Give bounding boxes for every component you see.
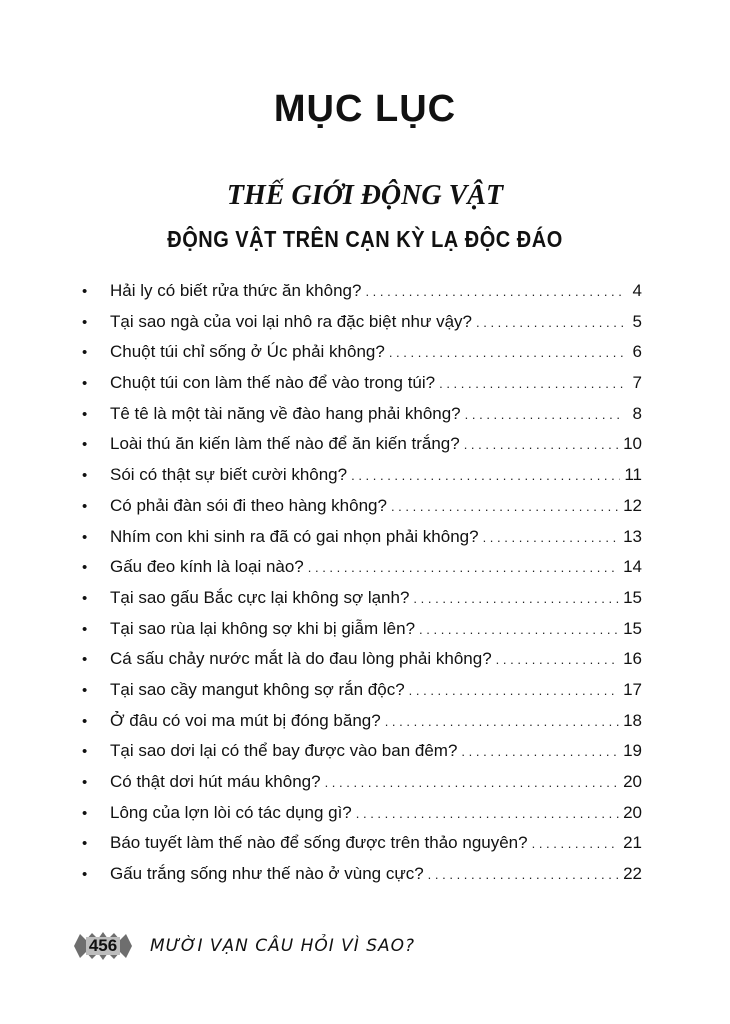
bullet-icon: •: [82, 497, 88, 515]
toc-entry[interactable]: [82, 736, 642, 767]
dot-leader: [483, 523, 620, 554]
dot-leader: [365, 277, 624, 308]
toc-entry-page: 19: [623, 741, 642, 761]
toc-entry[interactable]: [82, 368, 642, 399]
bullet-icon: •: [82, 467, 88, 485]
toc-entry-page: 15: [623, 618, 642, 638]
toc-entry[interactable]: [82, 307, 642, 338]
toc-entry[interactable]: [82, 614, 642, 645]
dot-leader: [389, 338, 624, 369]
toc-entry-title: Báo tuyết làm thế nào để sống được trên thảo nguyên?: [110, 833, 528, 853]
bullet-icon: •: [82, 375, 88, 393]
dot-leader: [413, 584, 619, 615]
toc-entry-page: 7: [632, 373, 642, 393]
toc-entry[interactable]: [82, 644, 642, 675]
page-title: MỤC LỤC: [273, 88, 457, 130]
bullet-icon: •: [82, 283, 88, 300]
toc-entry[interactable]: [82, 828, 642, 859]
dot-leader: [496, 645, 619, 676]
dot-leader: [439, 369, 624, 400]
toc-entry-page: 11: [624, 465, 642, 485]
toc-entry-page: 17: [623, 679, 642, 699]
toc-entry[interactable]: [82, 460, 642, 491]
toc-entry-page: 15: [623, 587, 642, 607]
toc-entry[interactable]: [82, 859, 642, 890]
toc-entry-title: Tê tê là một tài năng về đào hang phải không?: [110, 403, 461, 423]
toc-entry-title: Tại sao rùa lại không sợ khi bị giẫm lên?: [110, 618, 416, 638]
toc-entry-title: Lông của lợn lòi có tác dụng gì?: [110, 802, 352, 822]
bullet-icon: •: [82, 774, 88, 791]
toc-entry-page: 21: [623, 833, 642, 853]
page-number-badge: [72, 930, 134, 962]
dot-leader: [308, 553, 619, 584]
dot-leader: [465, 400, 624, 431]
toc-entry[interactable]: [82, 399, 642, 430]
toc-entry-title: Nhím con khi sinh ra đã có gai nhọn phải không?: [110, 526, 479, 546]
toc-entry-page: 18: [623, 710, 642, 730]
toc-entry-page: 22: [623, 864, 642, 884]
toc-entry-page: 12: [623, 495, 642, 515]
chapter-title: THẾ GIỚI ĐỘNG VẬT: [226, 180, 504, 211]
toc-entry-page: 14: [623, 557, 642, 577]
toc-entry-title: Loài thú ăn kiến làm thế nào để ăn kiến trắng?: [110, 434, 460, 454]
toc-entry[interactable]: [82, 337, 642, 368]
toc-entry-title: Tại sao dơi lại có thể bay được vào ban đêm?: [110, 741, 458, 761]
toc-entry[interactable]: [82, 706, 642, 737]
toc-entry-title: Gấu đeo kính là loại nào?: [110, 557, 304, 577]
toc-entry-title: Chuột túi chỉ sống ở Úc phải không?: [110, 342, 385, 362]
toc-entry[interactable]: [82, 767, 642, 798]
toc-entry[interactable]: [82, 552, 642, 583]
section-title: ĐỘNG VẬT TRÊN CẠN KỲ LẠ ĐỘC ĐÁO: [167, 227, 563, 253]
toc-entry-title: Có thật dơi hút máu không?: [110, 772, 321, 791]
dot-leader: [419, 615, 619, 646]
toc-entry-page: 5: [632, 311, 642, 331]
toc-entry-title: Chuột túi con làm thế nào để vào trong túi?: [110, 373, 436, 393]
dot-leader: [385, 707, 619, 738]
page-number: 456: [88, 936, 118, 955]
toc-entry[interactable]: [82, 583, 642, 614]
toc-entry-title: Có phải đàn sói đi theo hàng không?: [110, 495, 387, 515]
toc-entry-page: 20: [623, 772, 642, 791]
toc-entry[interactable]: [82, 491, 642, 522]
toc-entry-page: 20: [623, 802, 642, 822]
bullet-icon: •: [82, 589, 88, 607]
bullet-icon: •: [82, 712, 88, 730]
bullet-icon: •: [82, 313, 88, 331]
toc-entry-title: Tại sao ngà của voi lại nhô ra đặc biệt như vậy?: [110, 311, 472, 331]
table-of-contents: [82, 276, 642, 890]
bullet-icon: •: [82, 405, 88, 423]
toc-entry-title: Cá sấu chảy nước mắt là do đau lòng phải không?: [110, 649, 492, 669]
toc-entry-title: Gấu trắng sống như thế nào ở vùng cực?: [110, 864, 424, 884]
bullet-icon: •: [82, 651, 88, 669]
page-footer: [72, 926, 415, 966]
dot-leader: [325, 768, 620, 799]
dot-leader: [428, 860, 619, 891]
toc-entry-page: 13: [623, 526, 642, 546]
toc-entry-title: Tại sao cầy mangut không sợ rắn độc?: [110, 679, 405, 699]
toc-entry-title: Sói có thật sự biết cười không?: [110, 465, 348, 485]
toc-entry[interactable]: [82, 798, 642, 829]
bullet-icon: •: [82, 835, 88, 853]
toc-entry-page: 6: [632, 342, 642, 362]
dot-leader: [351, 461, 620, 492]
bullet-icon: •: [82, 344, 88, 362]
toc-entry[interactable]: [82, 276, 642, 307]
toc-entry[interactable]: [82, 522, 642, 553]
toc-entry-title: Ở đâu có voi ma mút bị đóng băng?: [110, 710, 381, 730]
toc-entry-page: 4: [632, 281, 642, 300]
toc-entry-page: 8: [632, 403, 642, 423]
bullet-icon: •: [82, 436, 88, 454]
bullet-icon: •: [82, 743, 88, 761]
bullet-icon: •: [82, 804, 88, 822]
bullet-icon: •: [82, 528, 88, 546]
dot-leader: [461, 737, 619, 768]
bullet-icon: •: [82, 620, 88, 638]
toc-entry-title: Tại sao gấu Bắc cực lại không sợ lạnh?: [110, 587, 410, 607]
dot-leader: [391, 492, 619, 523]
toc-entry-page: 10: [623, 434, 642, 454]
toc-entry-page: 16: [623, 649, 642, 669]
bullet-icon: •: [82, 681, 88, 699]
bullet-icon: •: [82, 559, 88, 577]
bullet-icon: •: [82, 866, 88, 884]
toc-entry[interactable]: [82, 429, 642, 460]
dot-leader: [464, 430, 619, 461]
dot-leader: [356, 799, 619, 830]
toc-entry-title: Hải ly có biết rửa thức ăn không?: [110, 281, 362, 300]
dot-leader: [532, 829, 619, 860]
toc-entry[interactable]: [82, 675, 642, 706]
dot-leader: [476, 308, 624, 339]
dot-leader: [409, 676, 619, 707]
running-head: MƯỜI VẠN CÂU HỎI VÌ SAO?: [150, 936, 416, 956]
